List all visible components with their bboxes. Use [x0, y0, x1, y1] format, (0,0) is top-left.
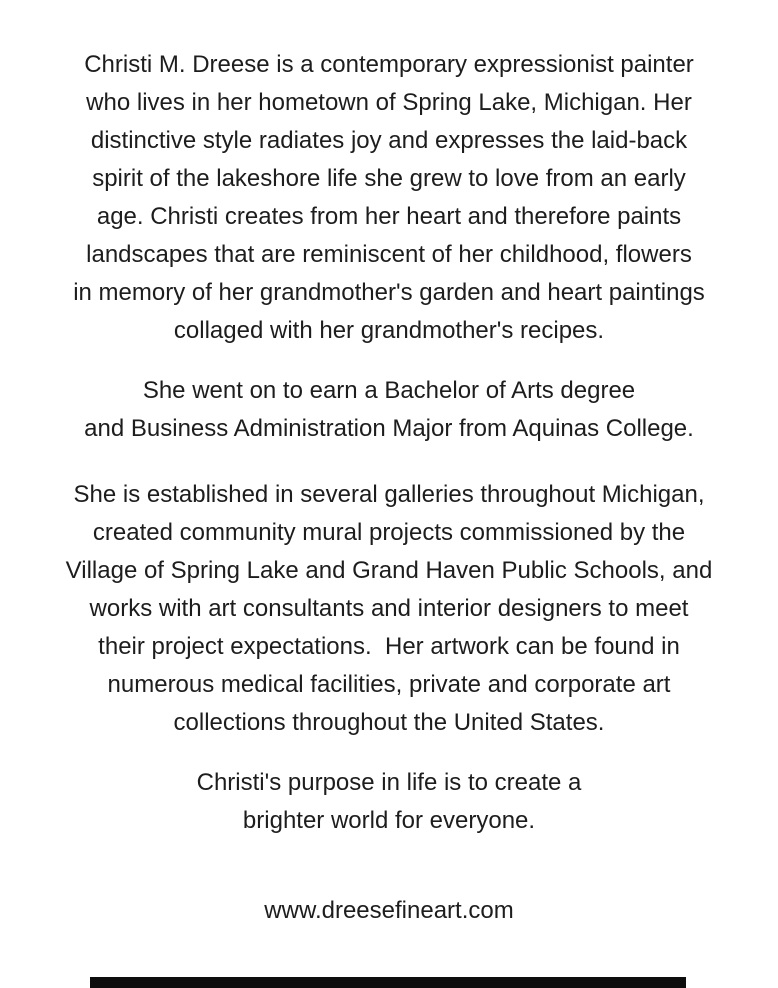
bio-line: Christi's purpose in life is to create a: [196, 769, 582, 796]
bio-line: Village of Spring Lake and Grand Haven Public Schools, and: [65, 557, 713, 584]
bio-paragraph-career: [26, 476, 752, 742]
bio-paragraph-education: [26, 372, 752, 448]
bio-line: created community mural projects commissioned by the: [92, 519, 686, 546]
bio-line: brighter world for everyone.: [242, 807, 536, 834]
bio-line: numerous medical facilities, private and corporate art: [107, 671, 671, 698]
bio-line: their project expectations. Her artwork can be found in: [98, 633, 680, 660]
bio-line: age. Christi creates from her heart and therefore paints: [96, 203, 682, 230]
bio-line: Christi M. Dreese is a contemporary expressionist painter: [84, 51, 694, 78]
bio-line: collections throughout the United States.: [173, 709, 605, 736]
bio-line: She went on to earn a Bachelor of Arts degree: [142, 377, 636, 404]
bio-line: landscapes that are reminiscent of her childhood, flowers: [86, 241, 692, 268]
bio-line: in memory of her grandmother's garden and heart paintings: [73, 279, 705, 306]
bio-line: who lives in her hometown of Spring Lake, Michigan. Her: [86, 89, 692, 116]
bio-paragraph-purpose: [26, 764, 752, 840]
bio-line: collaged with her grandmother's recipes.: [173, 317, 605, 344]
bio-line: distinctive style radiates joy and expresses the laid-back: [90, 127, 688, 154]
footer-bar: [90, 977, 686, 988]
bio-line: She is established in several galleries throughout Michigan,: [73, 481, 705, 508]
bio-paragraph-intro: [26, 46, 752, 350]
artist-bio: [26, 46, 752, 840]
bio-line: spirit of the lakeshore life she grew to love from an early: [92, 165, 686, 192]
bio-line: works with art consultants and interior designers to meet: [89, 595, 689, 622]
website-link[interactable]: www.dreesefineart.com: [264, 897, 514, 924]
bio-line: and Business Administration Major from Aquinas College.: [84, 415, 694, 442]
